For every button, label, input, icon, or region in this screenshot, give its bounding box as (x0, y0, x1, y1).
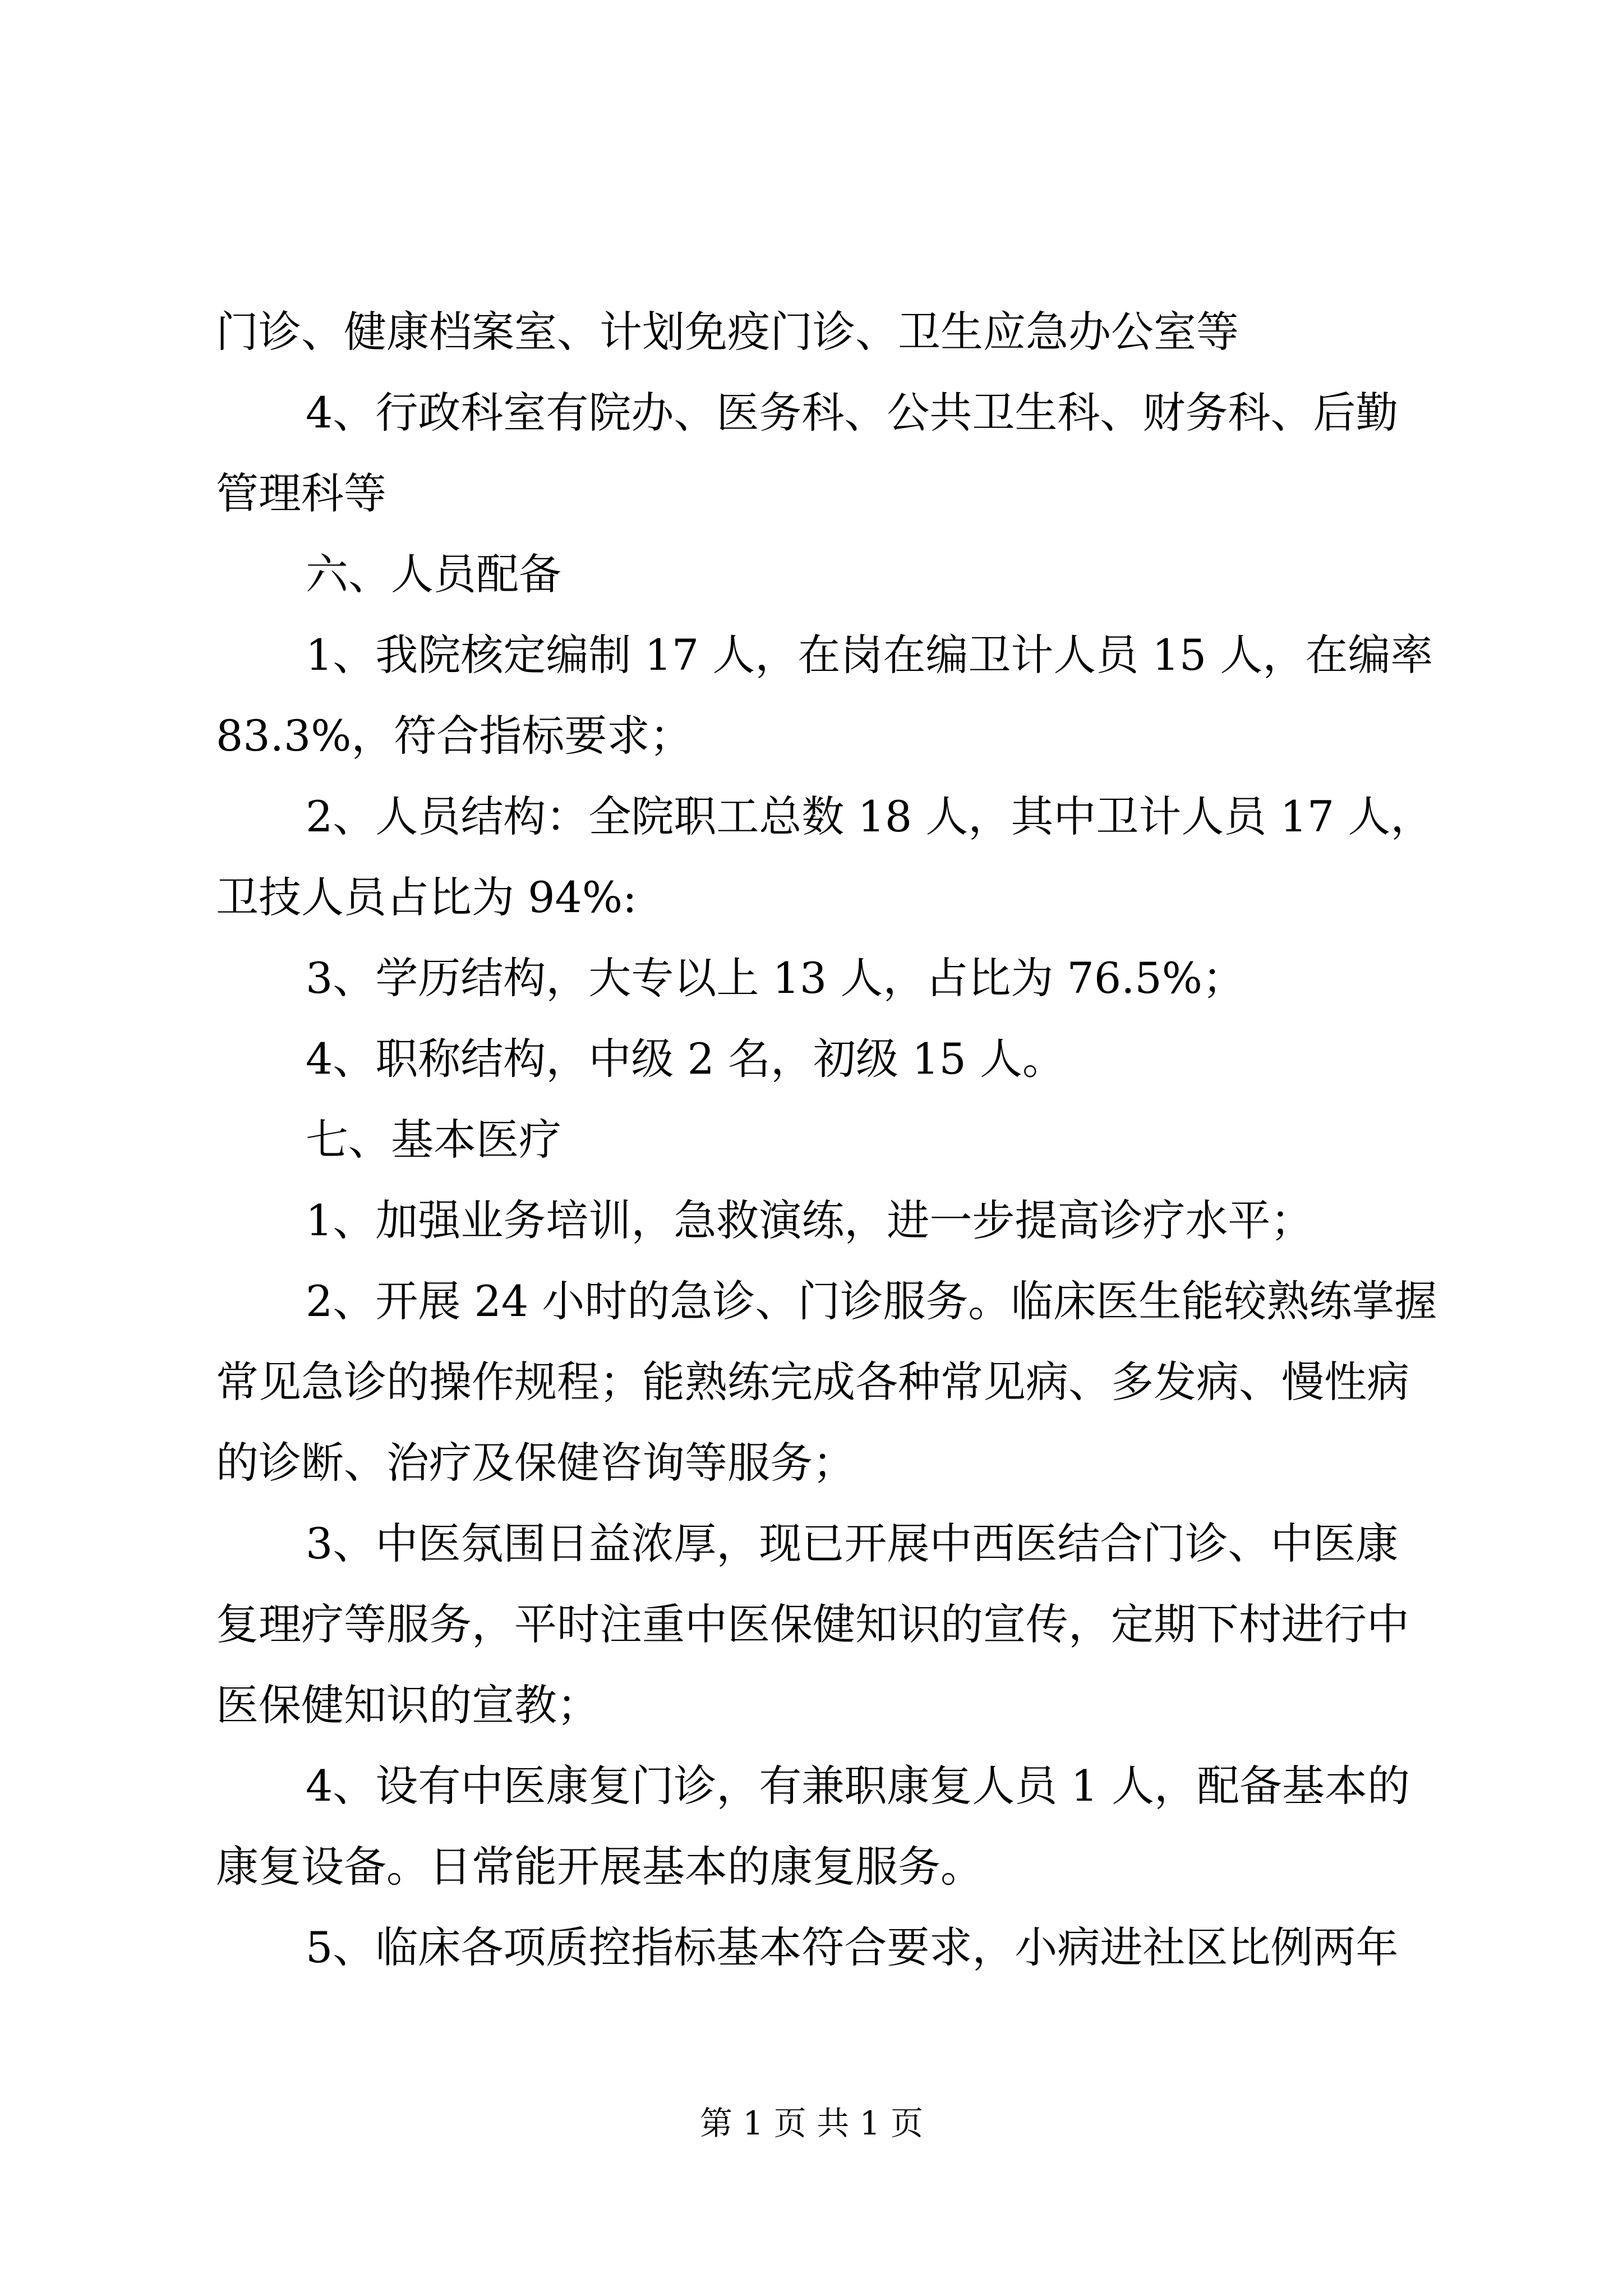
text-line: 4、职称结构，中级 2 名，初级 15 人。 (306, 1034, 1066, 1084)
text-line: 1、加强业务培训，急救演练，进一步提高诊疗水平； (306, 1195, 1313, 1245)
document-body (216, 292, 1437, 1988)
text-line: 1、我院核定编制 17 人，在岗在编卫计人员 15 人，在编率 (306, 630, 1433, 680)
section-heading: 六、人员配备 (306, 549, 561, 599)
section-heading: 七、基本医疗 (306, 1115, 561, 1165)
text-line: 医保健知识的宣教； (216, 1680, 600, 1730)
text-line: 2、人员结构：全院职工总数 18 人，其中卫计人员 17 人， (306, 792, 1433, 841)
text-line: 门诊、健康档案室、计划免疫门诊、卫生应急办公室等 (216, 307, 1239, 357)
text-line: 管理科等 (216, 468, 386, 518)
text-line: 卫技人员占比为 94%: (216, 872, 637, 922)
text-line: 的诊断、治疗及保健咨询等服务； (216, 1438, 855, 1488)
text-line: 83.3%，符合指标要求； (216, 711, 693, 761)
text-line: 4、设有中医康复门诊，有兼职康复人员 1 人，配备基本的 (306, 1761, 1410, 1811)
text-line: 康复设备。日常能开展基本的康复服务。 (216, 1842, 983, 1892)
page-footer: 第 1 页 共 1 页 (700, 2104, 923, 2142)
text-line: 3、中医氛围日益浓厚，现已开展中西医结合门诊、中医康 (306, 1519, 1399, 1568)
text-line: 2、开展 24 小时的急诊、门诊服务。临床医生能较熟练掌握 (306, 1276, 1437, 1326)
text-line: 5、临床各项质控指标基本符合要求，小病进社区比例两年 (306, 1922, 1399, 1972)
text-line: 4、行政科室有院办、医务科、公共卫生科、财务科、后勤 (306, 388, 1399, 438)
text-line: 3、学历结构，大专以上 13 人，占比为 76.5%； (306, 953, 1245, 1003)
text-line: 常见急诊的操作规程；能熟练完成各种常见病、多发病、慢性病 (216, 1357, 1409, 1407)
text-line: 复理疗等服务，平时注重中医保健知识的宣传，定期下村进行中 (216, 1599, 1409, 1649)
